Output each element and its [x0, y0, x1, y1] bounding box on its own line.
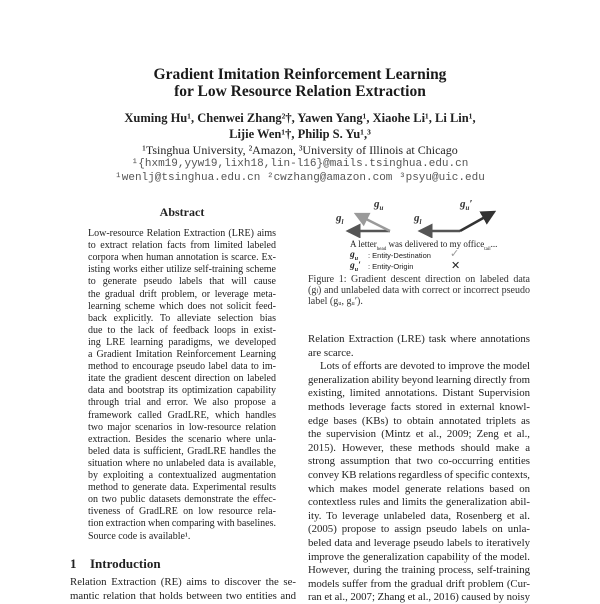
- body-line: methods leverage facts stored in external knowl-: [308, 401, 530, 413]
- body-line: which makes model generate relations based on: [308, 482, 530, 495]
- abstract-line: situation where no unlabeled data is available,: [88, 457, 276, 469]
- affiliations: ¹Tsinghua University, ²Amazon, ³University of Illinois at Chicago: [142, 143, 458, 157]
- authors-line-2: Lijie Wen¹†, Philip S. Yu¹,³: [229, 127, 371, 141]
- authors-line-1: Xuming Hu¹, Chenwei Zhang²†, Yawen Yang¹, Xiaohe Li¹, Li Lin¹,: [124, 111, 476, 125]
- abstract-line: the gradual drift problem, or leverage meta-: [88, 288, 276, 300]
- body-line: beled data and leverage pseudo labels to iteratively: [308, 537, 530, 549]
- body-line: strong assumption that two co-occurring entities: [308, 455, 530, 468]
- section-number: 1: [70, 556, 77, 571]
- body-line: models suffer from the gradual drift problem (Cur-: [308, 577, 530, 590]
- abstract-line: due to the lack of feedback loops in exist-: [88, 324, 276, 336]
- gu-label: $g_u$: [374, 198, 384, 213]
- body-line: Relation Extraction (LRE) task where annotations: [308, 333, 530, 345]
- body-line: improve the generalization capability of the model.: [308, 550, 530, 563]
- legend-gu-prime-symbol: $g_u'$: [350, 261, 361, 273]
- check-icon: ✓: [450, 248, 460, 260]
- abstract-line: back explicitly. To alleviate selection bias: [88, 312, 276, 324]
- abstract-line: to generate pseudo labels that will cause: [88, 276, 276, 288]
- caption-line: Figure 1: Gradient descent direction on labeled data: [308, 274, 530, 285]
- abstract-line: tiveness of GradLRE on low resource rela-: [88, 506, 276, 518]
- abstract-line: ing LRE learning paradigms, we developed: [88, 336, 276, 348]
- caption-line: (gₗ) and unlabeled data with correct or incorrect pseudo: [308, 285, 530, 296]
- body-line: ran et al., 2007; Zhang et al., 2016) caused by noisy: [308, 591, 530, 604]
- abstract-line: corpora when human annotation is scarce. Ex-: [88, 252, 276, 264]
- legend-entity-destination: : Entity-Destination: [368, 251, 431, 260]
- intro-line: Relation Extraction (RE) aims to discover the se-: [70, 576, 296, 588]
- gl-label-2: $g_l$: [414, 212, 422, 227]
- example-sentence: A letter$_{head}$ was delivered to my office$_{tail}$...: [350, 239, 498, 252]
- abstract-line: two major scenarios in low-resource relation: [88, 421, 276, 433]
- abstract-line: to extract relation facts from limited labeled: [88, 240, 276, 252]
- abstract-line: on two public datasets demonstrate the effec-: [88, 494, 276, 506]
- abstract-line: learning scheme which does not solicit feed-: [88, 300, 276, 312]
- gu-prime-label: $g_u'$: [460, 198, 473, 213]
- abstract-line: Source code is available¹.: [88, 530, 191, 542]
- legend-entity-origin: : Entity-Origin: [368, 262, 414, 271]
- body-line: edge bases (KBs) to obtain annotated triplets as: [308, 414, 530, 427]
- legend-gu-symbol: $g_u$: [350, 250, 359, 262]
- abstract-heading: Abstract: [159, 205, 205, 219]
- gu-prime-arrow: [460, 212, 494, 231]
- abstract-line: Low-resource Relation Extraction (LRE) aims: [88, 228, 276, 239]
- abstract-line: framework called GradLRE, which handles: [88, 409, 276, 421]
- emails-line-2: ¹wenlj@tsinghua.edu.cn ²cwzhang@amazon.com ³psyu@uic.edu: [115, 172, 485, 184]
- abstract-line: data and bootstrap its optimization capability: [88, 385, 276, 397]
- abstract-line: by exploiting a contextualized augmentation: [88, 470, 276, 481]
- body-line: are scarce.: [308, 346, 354, 359]
- abstract-line: itate the gradient descent direction on labeled: [88, 373, 276, 385]
- abstract-line: extraction. Besides the scenario where unla-: [88, 433, 276, 445]
- abstract-line: method to encourage pseudo label data to im-: [88, 361, 276, 373]
- body-line: However, during the training process, self-training: [308, 564, 530, 577]
- paper-title-line-1: Gradient Imitation Reinforcement Learning: [153, 66, 447, 83]
- body-line: ity. To leverage unlabeled data, Rosenberg et al.: [308, 509, 530, 522]
- body-line: contextless rules and limits the generalization abil-: [308, 496, 530, 509]
- intro-line: mantic relation that holds between two entities and: [70, 589, 296, 602]
- gu-arrow: [356, 214, 390, 231]
- body-line: convey KB relations regardless of specific contexts,: [308, 469, 530, 481]
- abstract-line: beled data is sufficient, GradLRE handles the: [88, 445, 276, 457]
- caption-line: label (gᵤ, gᵤ′).: [308, 296, 363, 307]
- cross-icon: ✕: [451, 260, 461, 272]
- body-line: 2015). However, these methods should make a: [308, 441, 530, 454]
- emails-line-1: ¹{hxm19,yyw19,lixh18,lin-l16}@mails.tsinghua.edu.cn: [131, 158, 469, 170]
- section-heading-introduction: Introduction: [90, 556, 161, 571]
- gl-label-1: $g_l$: [336, 212, 344, 227]
- body-line: generalization ability beyond learning directly from: [308, 373, 530, 386]
- abstract-line: tion extraction when comparing with baselines.: [88, 518, 276, 530]
- abstract-line: through trial and error. We also propose a: [88, 397, 276, 409]
- body-line: (2005) propose to assign pseudo labels on unla-: [308, 523, 530, 536]
- body-line: the supervision (Mintz et al., 2009; Zeng et al.,: [308, 428, 530, 441]
- abstract-line: isting works either utilize self-training scheme: [88, 264, 276, 276]
- figure-1: [310, 198, 530, 272]
- abstract-line: method to generate data. Experimental results: [88, 482, 276, 494]
- abstract-line: a Gradient Imitation Reinforcement Learning: [88, 349, 276, 360]
- body-line: Lots of efforts are devoted to improve the model: [320, 360, 530, 373]
- paper-title-line-2: for Low Resource Relation Extraction: [174, 83, 426, 100]
- body-line: existing, limited annotations. Distant Supervision: [308, 387, 530, 400]
